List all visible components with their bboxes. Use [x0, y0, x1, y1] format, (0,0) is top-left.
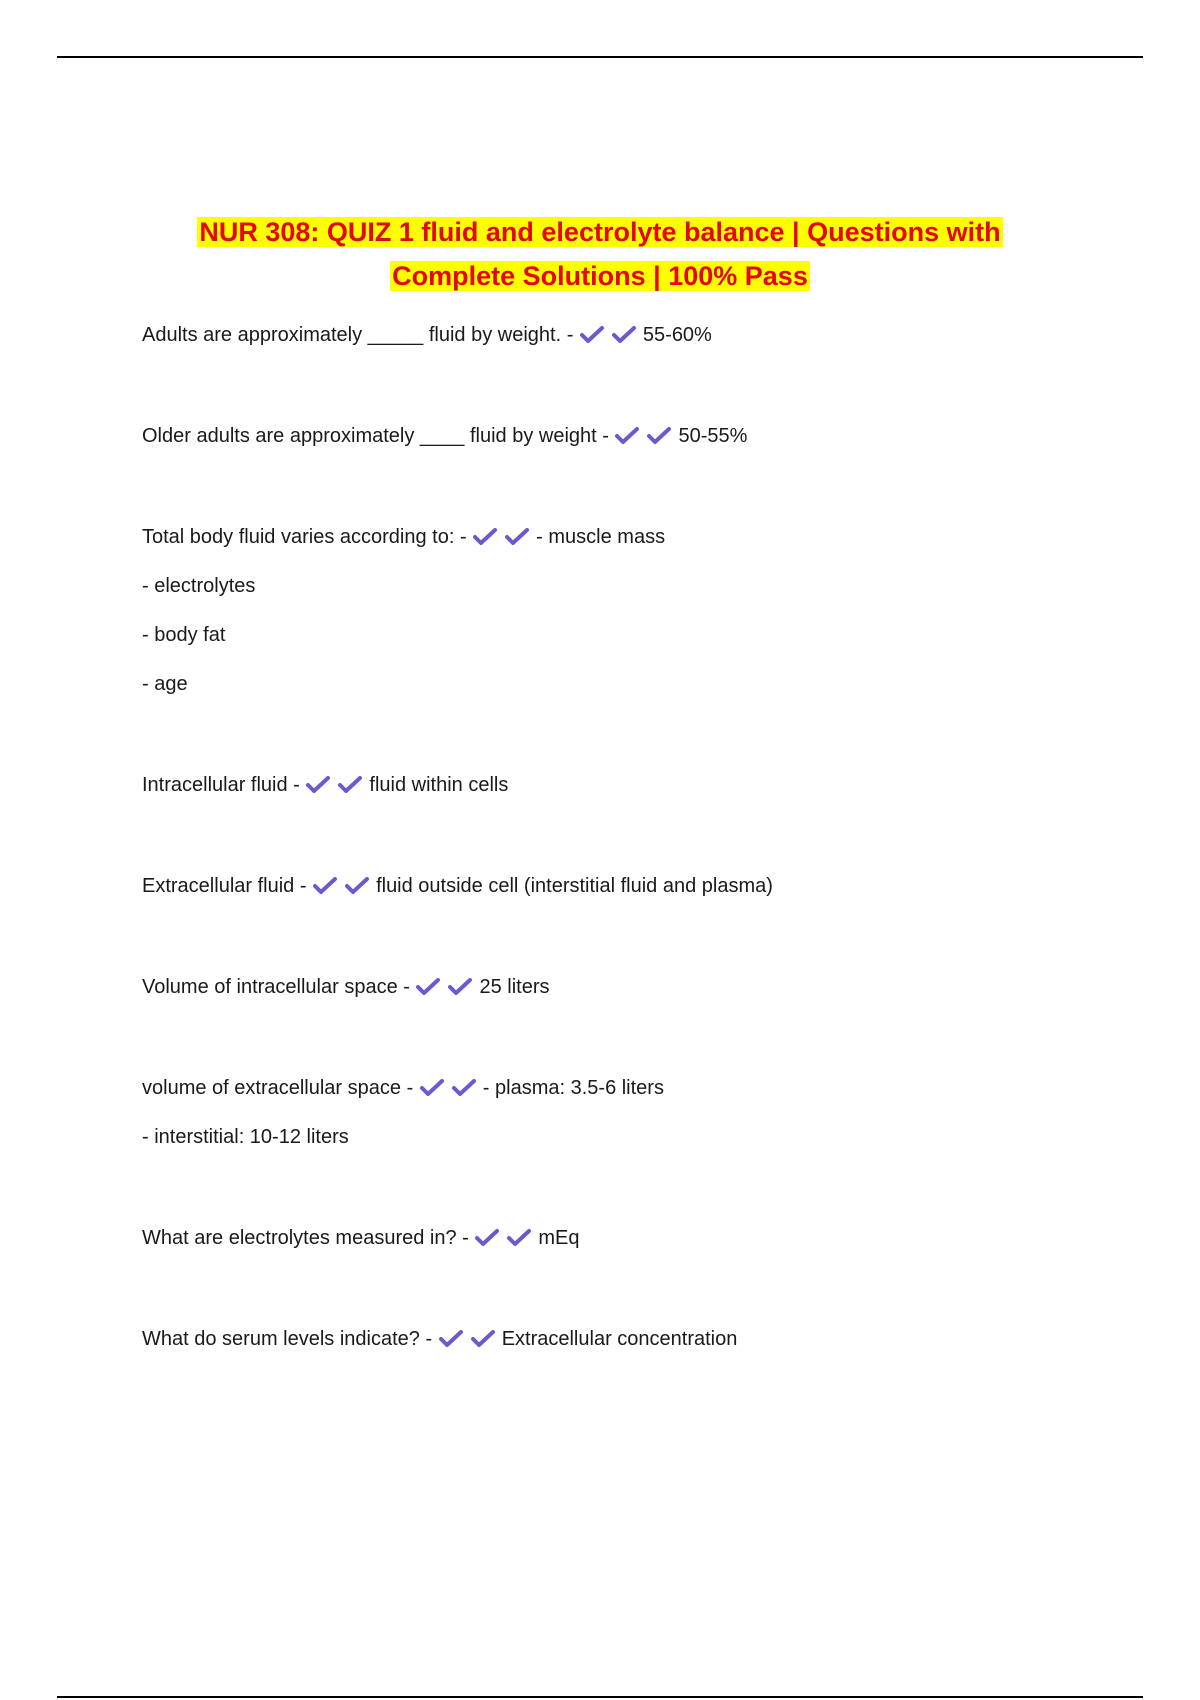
answer-text: - muscle mass	[536, 526, 666, 548]
answer-continuation: - age	[142, 673, 188, 695]
qa-list	[142, 320, 1092, 1425]
answer-text: Extracellular concentration	[501, 1328, 738, 1350]
answer-continuation: - body fat	[142, 624, 226, 646]
check-icon	[474, 1227, 500, 1247]
qa-line	[142, 1223, 1092, 1253]
question-text: What are electrolytes measured in? -	[142, 1227, 475, 1249]
check-icon	[344, 875, 370, 895]
check-icon	[614, 425, 640, 445]
answer-text: 25 liters	[479, 976, 550, 998]
check-icon	[451, 1077, 477, 1097]
question-text: Adults are approximately _____ fluid by weight. -	[142, 324, 579, 346]
answer-continuation: - interstitial: 10-12 liters	[142, 1126, 349, 1148]
qa-line	[142, 1073, 1092, 1103]
question-text: Older adults are approximately ____ fluid by weight -	[142, 425, 615, 447]
check-icon	[579, 324, 605, 344]
qa-item	[142, 1073, 1092, 1152]
qa-line	[142, 320, 1092, 350]
check-icon	[337, 774, 363, 794]
title-line-2: Complete Solutions | 100% Pass	[392, 261, 808, 291]
question-text: Volume of intracellular space -	[142, 976, 416, 998]
qa-item	[142, 871, 1092, 901]
check-icon	[415, 976, 441, 996]
check-icon	[447, 976, 473, 996]
answer-text: fluid within cells	[369, 774, 509, 796]
qa-item	[142, 421, 1092, 451]
check-icon	[472, 526, 498, 546]
qa-line	[142, 770, 1092, 800]
qa-line	[142, 1324, 1092, 1354]
qa-item	[142, 972, 1092, 1002]
answer-text: - plasma: 3.5-6 liters	[482, 1077, 664, 1099]
qa-line	[142, 871, 1092, 901]
check-icon	[646, 425, 672, 445]
question-text: Intracellular fluid -	[142, 774, 306, 796]
check-icon	[305, 774, 331, 794]
answer-text: fluid outside cell (interstitial fluid and plasma)	[376, 875, 773, 897]
qa-item	[142, 320, 1092, 350]
check-icon	[611, 324, 637, 344]
check-icon	[470, 1328, 496, 1348]
answer-text: 55-60%	[642, 324, 712, 346]
question-text: volume of extracellular space -	[142, 1077, 419, 1099]
bottom-rule	[57, 1696, 1143, 1698]
question-text: What do serum levels indicate? -	[142, 1328, 438, 1350]
answer-text: mEq	[538, 1227, 580, 1249]
qa-line	[142, 421, 1092, 451]
check-icon	[438, 1328, 464, 1348]
top-rule	[57, 56, 1143, 58]
check-icon	[504, 526, 530, 546]
qa-item	[142, 770, 1092, 800]
question-text: Extracellular fluid -	[142, 875, 313, 897]
qa-item	[142, 522, 1092, 699]
question-text: Total body fluid varies according to: -	[142, 526, 473, 548]
title-line-1: NUR 308: QUIZ 1 fluid and electrolyte balance | Questions with	[199, 217, 1001, 247]
answer-text: 50-55%	[678, 425, 748, 447]
qa-line	[142, 522, 1092, 552]
answer-continuation: - electrolytes	[142, 575, 256, 597]
qa-item	[142, 1223, 1092, 1253]
qa-line	[142, 972, 1092, 1002]
document-title	[150, 210, 1050, 298]
check-icon	[506, 1227, 532, 1247]
check-icon	[312, 875, 338, 895]
check-icon	[419, 1077, 445, 1097]
qa-item	[142, 1324, 1092, 1354]
